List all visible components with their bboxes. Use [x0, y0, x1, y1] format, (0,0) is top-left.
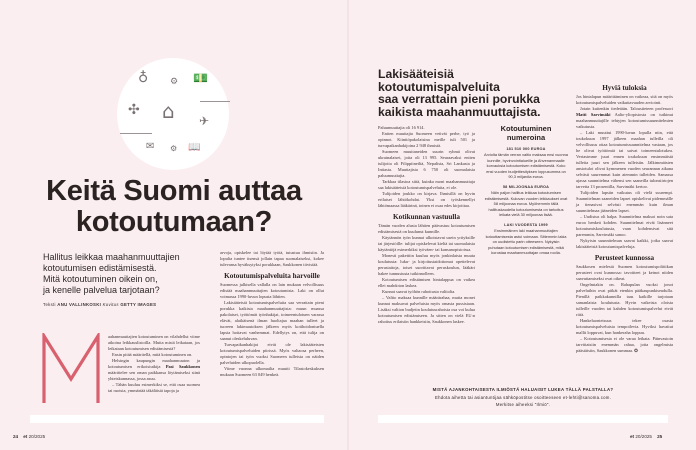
house-icon: ⌂ [162, 99, 175, 123]
section-heading: Hyviä tuloksia [602, 84, 647, 92]
fact-heading: LAKI VUODESTA 1999 [504, 222, 548, 227]
text-run: Tulijoiden joukko on kirjava. Ihmisillä on hyvin erilaiset lähtökohdat. Yksi on työskennellyt lähtömaassa lääkärinä, toinen ei osaa edes kirjoittaa. [378, 191, 475, 208]
gear-icon: ⚙ [170, 77, 179, 87]
body-paragraph [576, 106, 673, 130]
text-run: arvoja, opiskelee tai löytää työtä, tutustuu ihmisiin. Ja lopulta tuntee itsensä jollain tapaa suomalaiseksi, kokee tulevansa hyväksytyksi porukkaan, Saukkonen tiivistää. [220, 250, 324, 267]
body-paragraph [220, 342, 324, 366]
pull-quote-line: kaikista maahanmuuttajista. [378, 104, 541, 119]
decor-line [120, 133, 152, 134]
fact-text: Arviolta tämän verran valtio maksaa ensi vuonna kunnille, hyvinvointialueille ja Ahvenanmaalle korvauksia kotoutumisen edistämisestä. Koko ensi vuoden budjettiesityksen loppusumma on 90,3 miljardia euroa. [484, 152, 568, 180]
page-number: 25 [657, 434, 663, 439]
body-paragraph [378, 179, 475, 191]
body-paragraph [220, 250, 324, 268]
body-paragraph [576, 130, 673, 190]
text-run: aahanmuuttajien kotoutuminen on vilahdellut viime aikoina leikkauslistoilla. Mutta mistä leikataan, jos leikataan kotoutumisen edistämisestä? [108, 334, 200, 351]
issue-number: 20/2025 [635, 434, 652, 439]
fact-heading: 181 510 000 EUROA [506, 147, 546, 151]
body-paragraph [576, 264, 673, 282]
deck-line: ja kenelle palvelua tarjotaan? [43, 285, 160, 295]
deck [43, 252, 203, 296]
illustration-label: Kuvitus [102, 302, 119, 307]
text-run: – Laki muuttui 1990-luvun lopulla niin, että toukokuun 1997 jälkeen maahan tulleilla oli velvollisuus ottaa kotoutumissuunnitelma vastaan, jos he olivat työttömiä tai saivat toimeentulotukea. Vertasimme juuri ennen toukokuun ensimmäistä tulleita juuri sen jälkeen tulleisiin. Jälkimmäisten ansiotulot olivat kymmenen vuoden seurannan aikana selvästi suuremmat kuin aiemmin tulleiden. Samassa ajassa suunnitelma vähensi sen saaneilla tulonsiirtojen tarvetta 13 prosentilla, Sarvimäki kertoo. [576, 130, 673, 189]
text-run: määrittelee sen oman paikkansa löytämiseksi siinä yhteiskunnassa, jossa asuu. [108, 370, 200, 381]
magazine-name: et [630, 434, 635, 439]
magazine-name: et [23, 434, 28, 439]
deck-line: kotoutumisen edistämisestä. [43, 263, 157, 273]
text-run: Tarkkaa tilastoa siitä, kuinka moni maahanmuuttaja saa lakisääteisiä kotoutumispalveluita, ei ole. [378, 179, 475, 190]
footer-bar [30, 415, 324, 423]
text-run: Jos hintalapun määrittäminen on vaikeaa, sitä on myös kotoutumispalveluiden vaikuttavuuden arviointi. [576, 94, 673, 105]
author: ANU VALLINKOSKI [57, 302, 102, 307]
text-run: Paluumuuttajia oli 16 914. [378, 125, 425, 130]
text-run: Jotain kuitenkin tiedetään. Taloustieteen professori [580, 106, 673, 111]
right-column-3 [576, 80, 673, 354]
section-heading: Perusteet kunnossa [594, 254, 655, 262]
money-icon: 💵 [193, 71, 208, 85]
title-line: kotoutumaan? [75, 206, 273, 238]
text-run: Kunnat saavat työhön rahoitusta valtiolta. [382, 289, 456, 294]
fact-text: Näin paljon hallitus leikkaa kotoutumisen edistämisestä. Kuluvan vuoden leikkaukset ovat 58 miljoonaa euroa. Myöhemmin tällä hallituskaudella kotoutumisesta on tarkoitus leikata vielä 30 miljoonaa lisää. [484, 189, 568, 218]
body-paragraph [576, 238, 673, 250]
issue-number: 20/2025 [28, 434, 46, 439]
envelope-icon: ✉ [146, 141, 155, 152]
text-run: Eniten muuttajia Suomeen vetivät perhe, työ ja opinnot. Kiintiöpakolaisina meille tuli 501 ja turvapaikanhakijoina 2 948 ihmistä. [378, 131, 475, 148]
body-paragraph [576, 318, 673, 336]
body-paragraph [378, 223, 475, 235]
text-run: Suomeen muuttaneiden suurin ryhmä olivat ukrainalaiset, joita oli 13 995. Seuraavaksi eniten tulijoita oli Filippiineiltä, Nepalista, Sri Lankasta ja Intiasta. Muuttajista 6 750 oli suomalaisia paluumuuttajia. [378, 149, 475, 178]
body-paragraph [378, 191, 475, 209]
text-run: Tulijoiden lapsiin vaikutus oli vielä suurempi. Suunnitelman saaneiden lapset opiskelivat pidemmälle ja tienasivat selvästi enemmän kuin ilman suunnitelmaa jääneiden lapset. [576, 190, 673, 213]
deck-line: Hallitus leikkaa maahanmuuttajien [43, 252, 180, 262]
body-paragraph [378, 235, 475, 253]
body-paragraph [108, 382, 200, 394]
text-run: – Tähän kuuluu esimerkiksi se, että osaa suomea tai ruotsia, ymmärtää täkäläisiä tapoja ja [108, 382, 200, 393]
text-run: Ongelmiakin on. Rahapulan vuoksi jonot palveluihin ovat pitkät etenkin pääkaupunkiseudulla. Pienillä paikkakunnilla taas kaikille tarjotaan samanlaista koulutusta. Hyvin vaikeista oloista tulleille vuoden tai kahden kotoutumispalvelut eivät riitä. [576, 282, 673, 317]
body-paragraph [378, 149, 475, 179]
text-run: Turvapaikanhakijat eivät ole lakisääteisten kotoutumispalveluiden piirissä. Myös valtaosa perheen, opintojen tai työn vuoksi Suomeen tulleista on näiden palveluiden ulkopuolella. [220, 342, 324, 365]
gear-icon: ⚙ [170, 144, 178, 153]
left-column-2 [220, 250, 324, 378]
pull-quote [378, 68, 548, 118]
body-paragraph [378, 131, 475, 149]
sidebar-facts [484, 124, 568, 256]
text-run: Nykyisin suunnitelman saavat kaikki, jotka saavat lakisääteisiä kotoutumispalveluja. [576, 238, 673, 249]
text-run: Lakisääteisiä kotoutumispalveluita saa verrattain pieni porukka kaikista maahanmuuttajista: muun muassa pakolaiset, työttömät työnhakijat, toimeentulotuen varassa elävät, alaikäisenä ilman huoltajaa maahan tulleet ja tuoreen lakimuutoksen jälkeen myös kotihoidontuella lapsia hoitavat vanhemmat. Edellytys on, että tulija on saanut oleskeluluvan. [220, 300, 324, 341]
left-column-1 [108, 334, 200, 394]
person-name: Pasi Saukkonen [165, 364, 200, 369]
byline [43, 302, 156, 307]
body-paragraph [220, 300, 324, 342]
body-paragraph [576, 214, 673, 238]
body-paragraph [220, 282, 324, 300]
reader-cta [378, 386, 668, 409]
page-number: 24 [13, 434, 19, 439]
decor-line [200, 101, 230, 102]
page-title [0, 176, 348, 238]
text-run: – Kotoutumisesta ei ole varaa leikata. Päinvastoin tarvittaisiin enemmän rahaa, jotta ongelmista päästäisiin, Saukkonen summaa. ✪ [576, 336, 673, 353]
text-run: Ensin pitää määritellä, mitä kotoutuminen on. [112, 352, 193, 357]
text-run: Monesti pakettiin kuuluu myös jonkinlaista muuta koulutusta: luku- ja kirjoitustaidottomat opettelevat perustaitoja, toiset suorittavat peruskoulun, lääkäri hakee tunnustusta tutkinnolleen. [378, 253, 475, 276]
text-run: Helsingin kaupungin maahanmuuton ja kotoutumisen erikoistutkija [108, 358, 200, 369]
cta-question: MISTÄ AJANKOHTAISESTA ILMIÖSTÄ HALUAISIT LUKEA TÄLLÄ PALSTALLA? [432, 387, 614, 392]
deck-line: Mitä kotoutuminen oikein on, [43, 274, 158, 284]
title-line: Keitä Suomi auttaa [46, 175, 302, 207]
body-paragraph [108, 358, 200, 382]
text-run: Tämän vuoden alusta lähtien päävastuu kotoutumisen edistämisestä on kuulunut kunnille. [378, 223, 475, 234]
byline-label: Teksti [43, 302, 56, 307]
person-name: Matti Sarvimäki [576, 112, 611, 117]
right-column-1 [378, 125, 475, 325]
airplane-icon: ✈ [199, 114, 210, 128]
text-run: – Valtio maksaa kunnille määrärahaa, mutta monet kunnat maksavat palveluista myös omasta pussistaan. Lisäksi valtion budjetin koulutusrahoista osa voi kulua kotoutumisen edistämiseen. Ja sitten on vielä EU:n rahoitus erilaisiin hankkeisiin, Saukkonen laskee. [378, 295, 475, 324]
text-run: Saukkosen mielestä Suomen kotoutumispolitiikan perusteet ovat kunnossa: tavoitteet ja keinot niiden saavuttamiseksi ovat oikeat. [576, 264, 673, 281]
puzzle-icon: ✣ [128, 102, 140, 118]
body-paragraph [576, 190, 673, 214]
text-run: Viime vuonna ulkomailta muutti Tilastokeskuksen mukaan Suomeen 63 049 henkeä. [220, 366, 324, 377]
body-paragraph [108, 334, 200, 352]
people-globe-icon: ♁ [138, 70, 149, 86]
body-paragraph [378, 277, 475, 289]
illustrator: GETTY IMAGES [120, 302, 157, 307]
footer-bar [378, 415, 668, 423]
text-run: – Uudistus oli halpa. Suunnitelma maksoi noin sata euroa henkeä kohden. Suunnitelmat eivät lisänneet kotoutumiskoulutusta, vaan kohdensivat sitä paremmin, Sarvimäki sanoo. [576, 214, 673, 237]
cta-subject-text: Merkitse aiheeksi "Ilmiö". [495, 402, 551, 407]
text-run: Kotoutumisen edistämisen hintalappua on vaikea ellei mahdoton laskea. [378, 277, 475, 288]
book-icon: 📖 [188, 142, 201, 153]
body-paragraph [576, 282, 673, 318]
body-paragraph [378, 295, 475, 325]
dropcap-m [40, 333, 102, 405]
folio-right [630, 434, 662, 439]
body-paragraph [576, 336, 673, 354]
text-run: Aalto-yliopistosta on tutkinut maahanmuuttajille tehtyjen kotoutumissuunnitelmien vaikutusta. [576, 112, 673, 129]
text-run: Käytännön työn kunnat ulkoistavat usein yrityksille tai järjestöille: tulijat opiskelevat kieltä tai suomalaisia käytäntöjä esimerkiksi työväen- tai kansanopistoissa. [378, 235, 475, 252]
cta-email-text[interactable]: Ehdota aihetta tai asiantuntijaa sähköpostitse osoitteeseen et-lehti@sanoma.com. [434, 394, 612, 400]
text-run: Hankeluonteisuus tekee osasta kotoutumispalveluista tempoilevia. Hyviksi havaitut mallit loppuvat, kun hankeraha loppuu. [576, 318, 673, 335]
pull-quote-line: Lakisääteisiä kotoutumispalveluita [378, 67, 500, 94]
body-paragraph [576, 94, 673, 106]
fact-text: Ensimmäinen laki maahanmuuttajien kotouttamisesta astui voimaan. Sittemmin lakia on uudistettu parin otteeseen. Nykyisin puhutaan kotoutumisen edistämisestä, mikä korostaa maahanmuuttajan omaa roolia. [485, 227, 567, 256]
section-heading: Kotoutumispalveluita harvoille [224, 272, 320, 280]
section-heading: Kotikunnan vastuulla [393, 213, 460, 221]
sidebar-title: Kotoutuminen numeroina [500, 124, 552, 142]
body-paragraph [378, 253, 475, 277]
fact-heading: 58 MILJOONAA EUROA [502, 184, 550, 189]
text-run: Suomessa julkisella vallalla on lain mukaan velvollisuus edistää maahanmuuttajien kotoutumista. Laki on ollut voimassa 1990-luvun lopusta lähtien. [220, 282, 324, 299]
folio-left [13, 434, 45, 439]
pull-quote-line: saa verrattain pieni porukka [378, 92, 540, 106]
body-paragraph [220, 366, 324, 378]
